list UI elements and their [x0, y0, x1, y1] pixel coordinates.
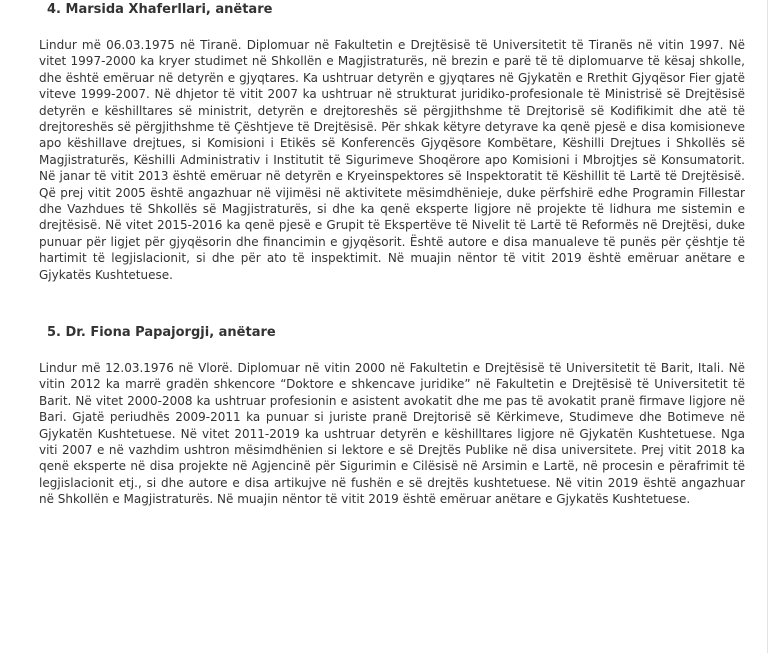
member-4-biography: Lindur më 06.03.1975 në Tiranë. Diplomuar në Fakultetin e Drejtësisë të Universitetit të Tiranës në vitin 1997. Në vitet 1997-2000 ka kryer studimet në Shkollën e Magjistraturës, në brezin e parë të të diplomuarve të kësaj shkolle, dhe është emëruar në detyrën e gjyqtares. Ka ushtruar detyrën e gjyqtares në Gjykatën e Rrethit Gjyqësor Fier gjatë viteve 1999-2007. Në dhjetor të vitit 2007 ka ushtruar në strukturat juridiko-profesionale të Ministrisë së Drejtësisë detyrën e këshilltares së ministrit, detyrën e drejtoreshës së përgjithshme të Drejtorisë së Kodifikimit dhe atë të drejtoreshës së përgjithshme të Çështjeve të Drejtësisë. Për shkak këtyre detyrave ka qenë pjesë e disa komisioneve apo këshillave drejtues, si Komisioni i Etikës së Konferencës Gjyqësore Kombëtare, Këshilli Drejtues i Shkollës së Magjistraturës, Këshilli Administrativ i Institutit të Sigurimeve Shoqërore apo Komisioni i Mbrojtjes së Konsumatorit. Në janar të vitit 2013 është emëruar në detyrën e Kryeinspektores së Inspektoratit të Këshillit të Lartë të Drejtësisë. Që prej vitit 2005 është angazhuar në vijimësi në aktivitete mësimdhënieje, duke përfshirë edhe Programin Fillestar dhe Vazhdues të Shkollës së Magjistraturës, si dhe ka qenë eksperte ligjore në projekte të lidhura me sistemin e drejtësisë. Në vitet 2015-2016 ka qenë pjesë e Grupit të Ekspertëve të Nivelit të Lartë të Reformës në Drejtësi, duke punuar për ligjet për gjyqësorin dhe financimin e gjyqësorit. Është autore e disa manualeve të punës për çështje të hartimit të legjislacionit, si dhe për ato të inspektimit. Në muajin nëntor të vitit 2019 është emëruar anëtare e Gjykatës Kushtetuese.: [39, 38, 745, 282]
member-5-biography: Lindur më 12.03.1976 në Vlorë. Diplomuar në vitin 2000 në Fakultetin e Drejtësisë të Universitetit të Barit, Itali. Në vitin 2012 ka marrë gradën shkencore “Doktore e shkencave juridike” në Fakultetin e Drejtësisë të Universitetit të Barit. Në vitet 2000-2008 ka ushtruar profesionin e asistent avokatit dhe me pas të avokatit pranë firmave ligjore në Bari. Gjatë periudhës 2009-2011 ka punuar si juriste pranë Drejtorisë së Kërkimeve, Studimeve dhe Botimeve në Gjykatën Kushtetuese. Në vitet 2011-2019 ka ushtruar detyrën e këshilltares ligjore në Gjykatën Kushtetuese. Nga viti 2007 e në vazhdim ushtron mësimdhënien si lektore e së Drejtës Publike në disa universitete. Prej vitit 2018 ka qenë eksperte në disa projekte në Agjencinë për Sigurimin e Cilësisë në Arsimin e Lartë, në procesin e përafrimit të legjislacionit etj., si dhe autore e disa artikujve në fushën e së drejtës kushtetuese. Në vitin 2019 është angazhuar në Shkollën e Magjistraturës. Në muajin nëntor të vitit 2019 është emëruar anëtare e Gjykatës Kushtetuese.: [39, 361, 745, 507]
page-right-border: [767, 0, 768, 653]
member-4-heading: 4. Marsida Xhaferllari, anëtare: [47, 2, 273, 17]
member-5-heading: 5. Dr. Fiona Papajorgji, anëtare: [47, 325, 276, 340]
